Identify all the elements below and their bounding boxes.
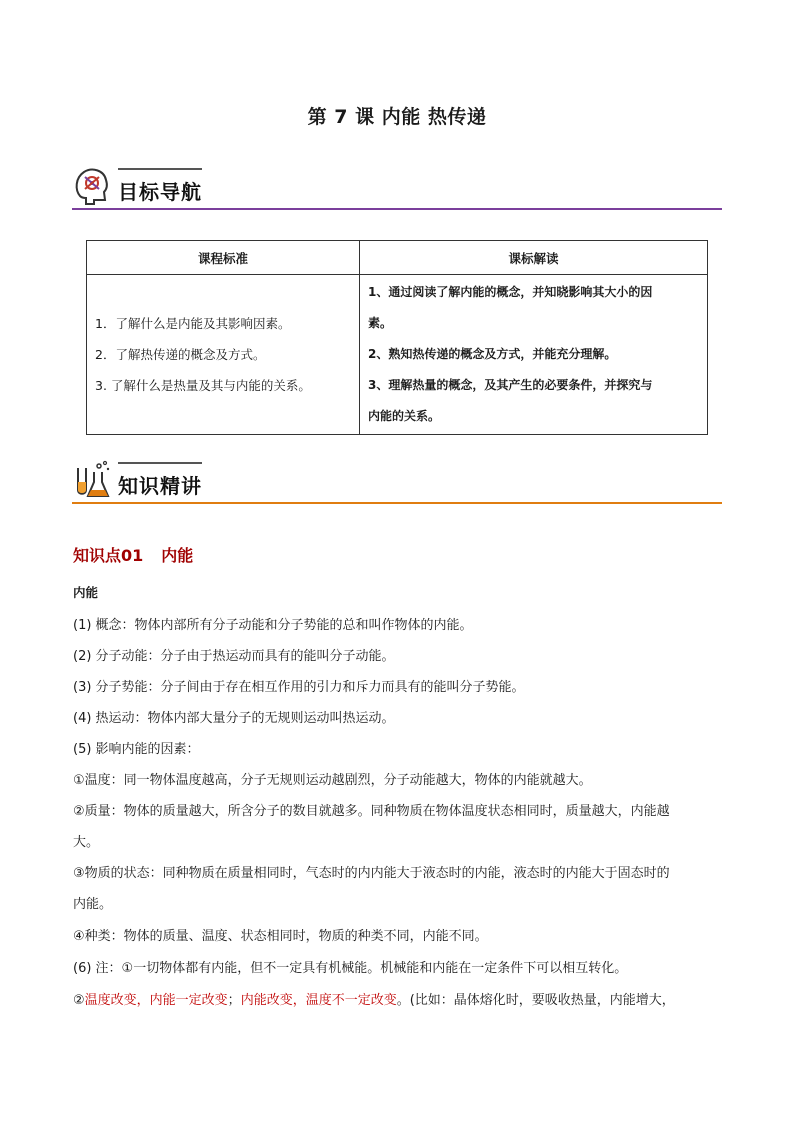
section-header-knowledge xyxy=(72,460,722,506)
section-rule-purple xyxy=(72,208,722,210)
table-header-standards: 课程标准 xyxy=(87,241,360,275)
header-accent-line xyxy=(118,168,202,170)
separator-text: ； xyxy=(227,993,241,1008)
curriculum-table xyxy=(86,240,708,435)
body-line: ④种类：物体的质量、温度、状态相同时，物质的种类不同，内能不同。 xyxy=(73,929,488,944)
body-line: (1) 概念：物体内部所有分子动能和分子势能的总和叫作物体的内能。 xyxy=(73,618,473,633)
standards-cell xyxy=(87,275,360,435)
body-line: (4) 热运动：物体内部大量分子的无规则运动叫热运动。 xyxy=(73,711,395,726)
interpretation-cell xyxy=(360,275,708,435)
interpretation-line: 2、熟知热传递的概念及方式，并能充分理解。 xyxy=(368,347,617,361)
subsection-title: 内能 xyxy=(73,585,99,600)
knowledge-point-name: 内能 xyxy=(161,546,194,565)
body-line: ③物质的状态：同种物质在质量相同时，气态时的内内能大于液态时的内能，液态时的内能大于固态时的 xyxy=(73,866,670,881)
line-rest: 。(比如：晶体熔化时，要吸收热量，内能增大， xyxy=(396,993,675,1008)
brain-gear-icon xyxy=(72,166,112,206)
highlight-text: 温度改变，内能一定改变 xyxy=(84,993,228,1008)
section-label-knowledge: 知识精讲 xyxy=(118,474,202,498)
body-line-highlighted xyxy=(73,989,675,1008)
section-label-goal: 目标导航 xyxy=(118,180,202,204)
interpretation-line: 1、通过阅读了解内能的概念，并知晓影响其大小的因 xyxy=(368,285,653,299)
interpretation-line: 素。 xyxy=(368,316,393,330)
section-rule-orange xyxy=(72,502,722,504)
table-row xyxy=(87,275,708,435)
lab-flask-icon xyxy=(72,460,112,500)
standard-item: 1．了解什么是内能及其影响因素。 xyxy=(95,316,291,331)
body-line: ②质量：物体的质量越大，所含分子的数目就越多。同种物质在物体温度状态相同时，质量越大，内能越 xyxy=(73,804,670,819)
header-accent-line xyxy=(118,462,202,464)
page-title: 第 7 课 内能 热传递 xyxy=(307,106,487,128)
knowledge-point-number: 知识点01 xyxy=(73,546,144,565)
table-header-row xyxy=(87,241,708,275)
standard-item: 3. 了解什么是热量及其与内能的关系。 xyxy=(95,378,311,393)
standard-item: 2．了解热传递的概念及方式。 xyxy=(95,347,266,362)
body-line: 内能。 xyxy=(73,897,113,912)
line-prefix: ② xyxy=(73,993,85,1008)
interpretation-line: 3、理解热量的概念，及其产生的必要条件，并探究与 xyxy=(368,378,653,392)
interpretation-line: 内能的关系。 xyxy=(368,409,441,423)
body-line: 大。 xyxy=(73,835,100,850)
body-line: (5) 影响内能的因素： xyxy=(73,742,200,757)
knowledge-point-title xyxy=(73,543,193,566)
section-header-goal xyxy=(72,166,722,212)
body-line: (2) 分子动能：分子由于热运动而具有的能叫分子动能。 xyxy=(73,649,395,664)
body-line: ①温度：同一物体温度越高，分子无规则运动越剧烈，分子动能越大，物体的内能就越大。 xyxy=(73,773,592,788)
table-header-interpretation: 课标解读 xyxy=(360,241,708,275)
body-line: (3) 分子势能：分子间由于存在相互作用的引力和斥力而具有的能叫分子势能。 xyxy=(73,680,525,695)
body-line: (6) 注：①一切物体都有内能，但不一定具有机械能。机械能和内能在一定条件下可以相互转化。 xyxy=(73,961,628,976)
highlight-text: 内能改变，温度不一定改变 xyxy=(240,993,397,1008)
